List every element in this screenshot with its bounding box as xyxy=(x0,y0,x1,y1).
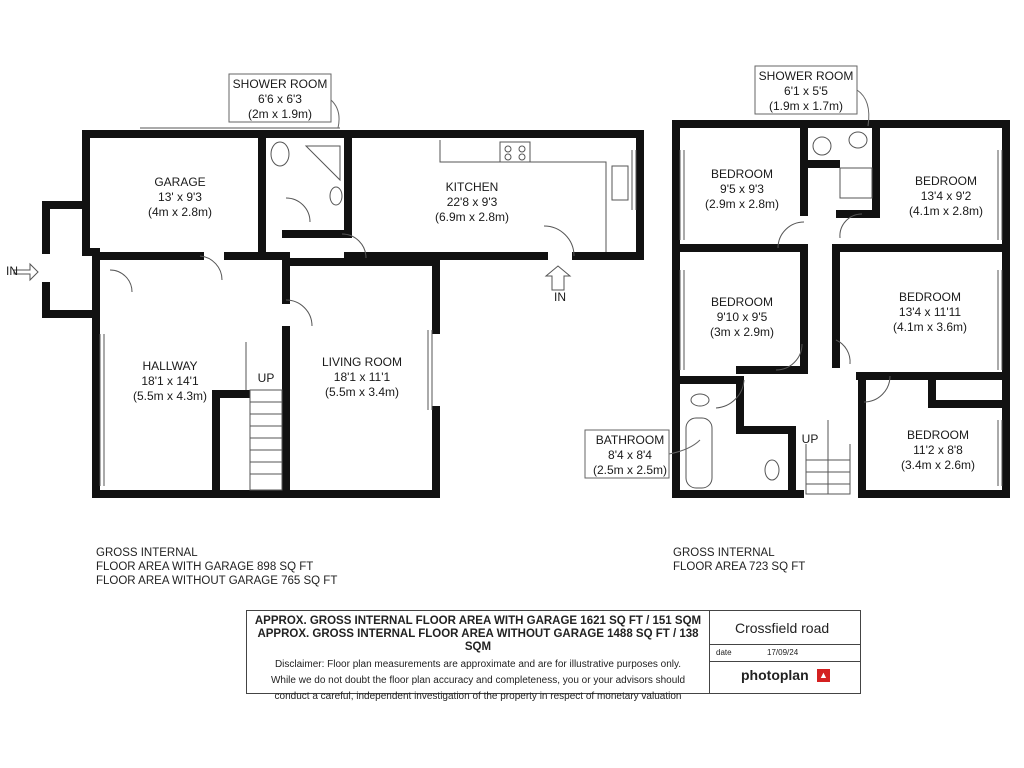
bedroom-5-metric: (3.4m x 2.6m) xyxy=(900,458,976,472)
hallway-metric: (5.5m x 4.3m) xyxy=(132,389,208,403)
garage-walls xyxy=(86,134,96,252)
property-address: Crossfield road xyxy=(709,611,860,645)
shower-room-2-imperial: 6'1 x 5'5 xyxy=(784,84,828,98)
ground-floor-area xyxy=(96,546,337,588)
garage-metric: (4m x 2.8m) xyxy=(147,205,213,219)
area-with-garage: APPROX. GROSS INTERNAL FLOOR AREA WITH GARAGE 1621 SQ FT / 151 SQM xyxy=(254,615,702,627)
disclaimer-line1: Disclaimer: Floor plan measurements are approximate and are for illustrative purposes only. xyxy=(274,659,682,670)
summary-text-panel xyxy=(247,611,710,702)
shower-room-1-metric: (2m x 1.9m) xyxy=(247,107,313,121)
bedroom-2-metric: (4.1m x 2.8m) xyxy=(908,204,984,218)
disclaimer-line2: While we do not doubt the floor plan accuracy and completeness, you or your advisors should xyxy=(270,675,686,686)
disclaimer-line3: conduct a careful, independent investigation of the property in respect of monetary valuation xyxy=(274,691,682,702)
living-room-metric: (5.5m x 3.4m) xyxy=(324,385,400,399)
first-floor-area-line2: FLOOR AREA 723 SQ FT xyxy=(673,561,806,573)
ground-floor-area-line1: GROSS INTERNAL xyxy=(96,547,198,559)
brand-logo-text: photoplan xyxy=(741,667,809,683)
bedroom-3-imperial: 9'10 x 9'5 xyxy=(716,310,768,324)
ground-floor-area-line3: FLOOR AREA WITHOUT GARAGE 765 SQ FT xyxy=(96,575,338,587)
area-without-garage: APPROX. GROSS INTERNAL FLOOR AREA WITHOUT GARAGE 1488 SQ FT / 138 SQM xyxy=(257,628,699,653)
bedroom-3-name: BEDROOM xyxy=(710,295,774,309)
hallway-imperial: 18'1 x 14'1 xyxy=(141,374,199,388)
entrance-label-left: IN xyxy=(6,264,18,278)
bedroom-4-imperial: 13'4 x 11'11 xyxy=(898,305,962,319)
first-floor-area-line1: GROSS INTERNAL xyxy=(673,547,775,559)
summary-box xyxy=(246,610,861,702)
hallway-walls xyxy=(96,320,436,494)
entrance-label-kitchen: IN xyxy=(554,290,566,304)
bedroom-5-name: BEDROOM xyxy=(906,428,970,442)
shower-room-1-name: SHOWER ROOM xyxy=(232,77,328,91)
bedroom-2-imperial: 13'4 x 9'2 xyxy=(920,189,972,203)
hallway-name: HALLWAY xyxy=(142,359,198,373)
garage-name: GARAGE xyxy=(154,175,206,189)
bathroom-metric: (2.5m x 2.5m) xyxy=(592,463,668,477)
date-label: date xyxy=(716,648,732,657)
disclaimer xyxy=(247,657,709,705)
garage-imperial: 13' x 9'3 xyxy=(158,190,202,204)
stairs-up-label-first: UP xyxy=(801,432,819,446)
bedroom-5-imperial: 11'2 x 8'8 xyxy=(913,443,963,457)
shower-room-2-name: SHOWER ROOM xyxy=(758,69,854,83)
bedroom-2-name: BEDROOM xyxy=(914,174,978,188)
bedroom-1-imperial: 9'5 x 9'3 xyxy=(720,182,764,196)
ground-floor-area-line2: FLOOR AREA WITH GARAGE 898 SQ FT xyxy=(96,561,314,573)
property-panel xyxy=(709,611,860,693)
bedroom-4-metric: (4.1m x 3.6m) xyxy=(892,320,968,334)
bedroom-4-name: BEDROOM xyxy=(898,290,962,304)
kitchen-name: KITCHEN xyxy=(445,180,499,194)
shower-room-1-imperial: 6'6 x 6'3 xyxy=(258,92,302,106)
brand-logo-icon: ▲ xyxy=(817,669,830,682)
staircase xyxy=(250,390,282,490)
date-value: 17/09/24 xyxy=(767,648,799,657)
bathroom-name: BATHROOM xyxy=(595,433,665,447)
living-room-imperial: 18'1 x 11'1 xyxy=(333,370,391,384)
shower-room-2-metric: (1.9m x 1.7m) xyxy=(768,99,844,113)
kitchen-metric: (6.9m x 2.8m) xyxy=(434,210,510,224)
living-room-name: LIVING ROOM xyxy=(321,355,403,369)
bedroom-1-metric: (2.9m x 2.8m) xyxy=(704,197,780,211)
bathroom-imperial: 8'4 x 8'4 xyxy=(608,448,652,462)
kitchen-imperial: 22'8 x 9'3 xyxy=(446,195,498,209)
date-row xyxy=(709,645,860,662)
bedroom-3-metric: (3m x 2.9m) xyxy=(709,325,775,339)
bedroom-1-name: BEDROOM xyxy=(710,167,774,181)
stairs-up-label-ground: UP xyxy=(257,371,275,385)
first-floor-area xyxy=(673,546,805,574)
